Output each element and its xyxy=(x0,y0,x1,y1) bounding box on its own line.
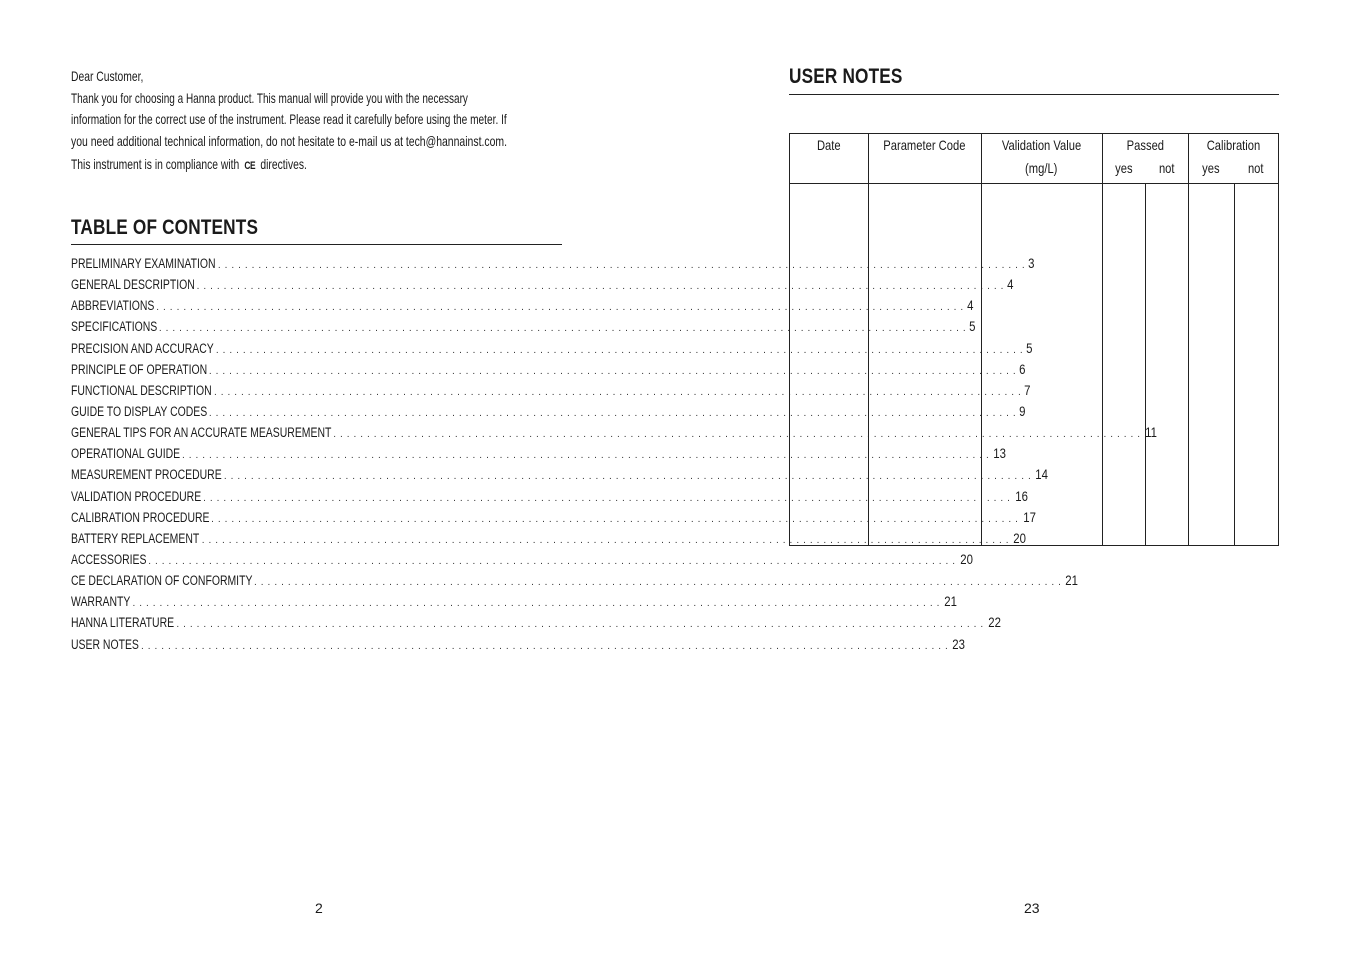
toc-leader-dots: . . . . . . . . . . . . . . . . . . . . . . . . . . . . . . . . . . . . . . . . . . . . . . . . . . . . . . . . . . . . . . . . . . . . . . . . . . . . . . . . . . . . . . . . . . . . . . . . . . . . . . . . . . . . . . . . . . . . . . . . xyxy=(201,534,1010,546)
toc-leader-dots: . . . . . . . . . . . . . . . . . . . . . . . . . . . . . . . . . . . . . . . . . . . . . . . . . . . . . . . . . . . . . . . . . . . . . . . . . . . . . . . . . . . . . . . . . . . . . . . . . . . . . . . . . . . . . . . . . . . . . . . . xyxy=(140,640,949,652)
toc-leader-dots: . . . . . . . . . . . . . . . . . . . . . . . . . . . . . . . . . . . . . . . . . . . . . . . . . . . . . . . . . . . . . . . . . . . . . . . . . . . . . . . . . . . . . . . . . . . . . . . . . . . . . . . . . . . . . . . . . . . . . . . . xyxy=(132,598,940,610)
toc-entry-label: HANNA LITERATURE xyxy=(71,615,175,631)
toc-leader-dots: . . . . . . . . . . . . . . . . . . . . . . . . . . . . . . . . . . . . . . . . . . . . . . . . . . . . . . . . . . . . . . . . . . . . . . . . . . . . . . . . . . . . . . . . . . . . . . . . . . . . . . . . . . . . . . . . . . . . . . . . xyxy=(158,323,967,335)
toc-entry-label: MEASUREMENT PROCEDURE xyxy=(71,467,222,483)
toc-entry-page: 7 xyxy=(1024,382,1031,398)
right-page xyxy=(676,0,1351,954)
toc-title-rule xyxy=(71,244,562,245)
header-calibration-not: not xyxy=(1248,160,1264,176)
toc-leader-dots: . . . . . . . . . . . . . . . . . . . . . . . . . . . . . . . . . . . . . . . . . . . . . . . . . . . . . . . . . . . . . . . . . . . . . . . . . . . . . . . . . . . . . . . . . . . . . . . . . . . . . . . . . . . . . . . . . . . . . . . . xyxy=(203,492,1011,504)
toc-leader-dots: . . . . . . . . . . . . . . . . . . . . . . . . . . . . . . . . . . . . . . . . . . . . . . . . . . . . . . . . . . . . . . . . . . . . . . . . . . . . . . . . . . . . . . . . . . . . . . . . . . . . . . . . . . . . . . . . . . . . . . . . xyxy=(217,260,1026,271)
intro-line: Thank you for choosing a Hanna product. This manual will provide you with the necessary xyxy=(71,90,468,106)
toc-leader-dots: . . . . . . . . . . . . . . . . . . . . . . . . . . . . . . . . . . . . . . . . . . . . . . . . . . . . . . . . . . . . . . . . . . . . . . . . . . . . . . . . . . . . . . . . . . . . . . . . . . . . . . . . . . . . . . . . . . . . . . . . xyxy=(333,429,1141,441)
column-divider xyxy=(1188,134,1189,545)
toc-leader-dots: . . . . . . . . . . . . . . . . . . . . . . . . . . . . . . . . . . . . . . . . . . . . . . . . . . . . . . . . . . . . . . . . . . . . . . . . . . . . . . . . . . . . . . . . . . . . . . . . . . . . . . . . . . . . . . . . . . . . . . . . xyxy=(215,344,1024,356)
toc-entry xyxy=(71,403,1026,425)
user-notes-table xyxy=(789,133,1279,546)
toc-leader-dots: . . . . . . . . . . . . . . . . . . . . . . . . . . . . . . . . . . . . . . . . . . . . . . . . . . . . . . . . . . . . . . . . . . . . . . . . . . . . . . . . . . . . . . . . . . . . . . . . . . . . . . . . . . . . . . . . . . . . . . . . xyxy=(223,471,1032,483)
toc-entry-page: 9 xyxy=(1019,403,1026,419)
toc-entry-label: ABBREVIATIONS xyxy=(71,298,155,314)
toc-entry-page: 23 xyxy=(952,636,966,652)
ce-mark-icon: CE xyxy=(244,160,256,172)
toc-entry xyxy=(71,467,1049,488)
toc-entry-label: OPERATIONAL GUIDE xyxy=(71,446,181,462)
toc-title: TABLE OF CONTENTS xyxy=(71,216,259,239)
toc-entry-page: 5 xyxy=(1026,340,1033,356)
toc-leader-dots: . . . . . . . . . . . . . . . . . . . . . . . . . . . . . . . . . . . . . . . . . . . . . . . . . . . . . . . . . . . . . . . . . . . . . . . . . . . . . . . . . . . . . . . . . . . . . . . . . . . . . . . . . . . . . . . . . . . . . . . . xyxy=(176,619,984,631)
toc-entry-page: 21 xyxy=(944,594,957,610)
toc-entry-page: 6 xyxy=(1019,361,1026,377)
toc-entry-page: 22 xyxy=(987,615,1001,631)
toc-entry-page: 14 xyxy=(1035,467,1049,483)
toc-entry-page: 21 xyxy=(1065,573,1079,589)
toc-entry xyxy=(71,382,1031,404)
toc-entry-page: 17 xyxy=(1022,509,1036,525)
toc-entry xyxy=(71,446,1007,467)
toc-entry-label: ACCESSORIES xyxy=(71,551,147,567)
user-notes-title-rule xyxy=(789,94,1279,95)
toc-entry xyxy=(71,425,1157,446)
toc-entry xyxy=(71,340,1033,362)
toc-entry-label: FUNCTIONAL DESCRIPTION xyxy=(71,382,212,398)
toc-entry xyxy=(71,361,1026,383)
toc-leader-dots: . . . . . . . . . . . . . . . . . . . . . . . . . . . . . . . . . . . . . . . . . . . . . . . . . . . . . . . . . . . . . . . . . . . . . . . . . . . . . . . . . . . . . . . . . . . . . . . . . . . . . . . . . . . . . . . . . . . . . . . . xyxy=(148,555,956,567)
toc-leader-dots: . . . . . . . . . . . . . . . . . . . . . . . . . . . . . . . . . . . . . . . . . . . . . . . . . . . . . . . . . . . . . . . . . . . . . . . . . . . . . . . . . . . . . . . . . . . . . . . . . . . . . . . . . . . . . . . . . . . . . . . . xyxy=(196,281,1004,293)
toc-entry-label: CALIBRATION PROCEDURE xyxy=(71,509,210,525)
compliance-text: This instrument is in compliance with CE directives. xyxy=(71,154,307,178)
toc-entry-label: PRINCIPLE OF OPERATION xyxy=(71,361,208,377)
toc-leader-dots: . . . . . . . . . . . . . . . . . . . . . . . . . . . . . . . . . . . . . . . . . . . . . . . . . . . . . . . . . . . . . . . . . . . . . . . . . . . . . . . . . . . . . . . . . . . . . . . . . . . . . . . . . . . . . . . . . . . . . . . . xyxy=(211,513,1019,525)
toc-entry-label: SPECIFICATIONS xyxy=(71,319,158,335)
toc-entry-label: PRELIMINARY EXAMINATION xyxy=(71,256,216,271)
header-passed-not: not xyxy=(1158,160,1175,176)
toc-entry-label: WARRANTY xyxy=(71,594,131,610)
intro-line: information for the correct use of the instrument. Please read it carefully before using the meter. If xyxy=(71,112,507,127)
toc-leader-dots: . . . . . . . . . . . . . . . . . . . . . . . . . . . . . . . . . . . . . . . . . . . . . . . . . . . . . . . . . . . . . . . . . . . . . . . . . . . . . . . . . . . . . . . . . . . . . . . . . . . . . . . . . . . . . . . . . . . . . . . . xyxy=(182,450,990,462)
toc-entry xyxy=(71,509,1036,531)
toc-entry-label: GUIDE TO DISPLAY CODES xyxy=(71,403,208,419)
toc-entry-label: PRECISION AND ACCURACY xyxy=(71,340,214,356)
toc-leader-dots: . . . . . . . . . . . . . . . . . . . . . . . . . . . . . . . . . . . . . . . . . . . . . . . . . . . . . . . . . . . . . . . . . . . . . . . . . . . . . . . . . . . . . . . . . . . . . . . . . . . . . . . . . . . . . . . . . . . . . . . . xyxy=(208,407,1017,419)
column-subdivider xyxy=(1234,183,1235,545)
toc-leader-dots: . . . . . . . . . . . . . . . . . . . . . . . . . . . . . . . . . . . . . . . . . . . . . . . . . . . . . . . . . . . . . . . . . . . . . . . . . . . . . . . . . . . . . . . . . . . . . . . . . . . . . . . . . . . . . . . . . . . . . . . . xyxy=(208,365,1017,377)
toc-entry xyxy=(71,256,1035,277)
toc-leader-dots: . . . . . . . . . . . . . . . . . . . . . . . . . . . . . . . . . . . . . . . . . . . . . . . . . . . . . . . . . . . . . . . . . . . . . . . . . . . . . . . . . . . . . . . . . . . . . . . . . . . . . . . . . . . . . . . . . . . . . . . . xyxy=(254,577,1062,589)
toc-entry xyxy=(71,319,976,340)
header-divider xyxy=(790,183,1278,184)
toc-entry-label: VALIDATION PROCEDURE xyxy=(71,488,202,504)
toc-entry xyxy=(71,551,973,573)
toc-entry-page: 4 xyxy=(966,298,974,314)
toc-entry xyxy=(71,298,974,319)
toc-entry-label: CE DECLARATION OF CONFORMITY xyxy=(71,573,253,589)
header-date: Date xyxy=(817,137,841,153)
toc-entry xyxy=(71,615,1001,636)
toc-entry-label: GENERAL DESCRIPTION xyxy=(71,277,195,293)
toc-entry xyxy=(71,573,1079,594)
page-number: 23 xyxy=(1024,900,1040,916)
header-validation-value: Validation Value xyxy=(1001,137,1082,153)
intro-text xyxy=(71,66,562,176)
toc-entry xyxy=(71,277,1014,298)
toc-entry-page: 20 xyxy=(959,551,973,567)
toc-leader-dots: . . . . . . . . . . . . . . . . . . . . . . . . . . . . . . . . . . . . . . . . . . . . . . . . . . . . . . . . . . . . . . . . . . . . . . . . . . . . . . . . . . . . . . . . . . . . . . . . . . . . . . . . . . . . . . . . . . . . . . . . xyxy=(156,302,964,314)
column-subdivider xyxy=(1145,183,1146,545)
toc-entry-label: USER NOTES xyxy=(71,636,139,652)
header-validation-unit: (mg/L) xyxy=(1025,160,1058,176)
toc-entry-page: 5 xyxy=(969,319,976,335)
toc-entry xyxy=(71,636,966,658)
column-divider xyxy=(981,134,982,545)
header-calibration-yes: yes xyxy=(1202,160,1220,176)
header-passed: Passed xyxy=(1126,137,1164,153)
toc-entry xyxy=(71,488,1028,510)
user-notes-title: USER NOTES xyxy=(789,65,903,88)
toc-entry xyxy=(71,594,957,615)
toc-entry-label: GENERAL TIPS FOR AN ACCURATE MEASUREMENT xyxy=(71,425,332,441)
toc-entry xyxy=(71,530,1027,552)
toc-entry-page: 4 xyxy=(1007,277,1014,293)
header-parameter-code: Parameter Code xyxy=(883,137,966,153)
greeting: Dear Customer, xyxy=(71,69,144,84)
page-number: 2 xyxy=(315,900,323,916)
toc-entry-page: 3 xyxy=(1028,256,1035,271)
toc-leader-dots: . . . . . . . . . . . . . . . . . . . . . . . . . . . . . . . . . . . . . . . . . . . . . . . . . . . . . . . . . . . . . . . . . . . . . . . . . . . . . . . . . . . . . . . . . . . . . . . . . . . . . . . . . . . . . . . . . . . . . . . . xyxy=(213,386,1022,398)
toc-entry-page: 11 xyxy=(1144,425,1157,441)
header-calibration: Calibration xyxy=(1206,137,1260,153)
toc-entry-label: BATTERY REPLACEMENT xyxy=(71,530,200,546)
column-divider xyxy=(1102,134,1103,545)
header-passed-yes: yes xyxy=(1114,160,1133,176)
toc-entry-page: 20 xyxy=(1013,530,1027,546)
table-of-contents xyxy=(71,256,1157,658)
toc-entry-page: 13 xyxy=(993,446,1007,462)
toc-entry-page: 16 xyxy=(1014,488,1028,504)
column-divider xyxy=(868,134,869,545)
intro-line: you need additional technical information, do not hesitate to e-mail us at tech@hannainst.com. xyxy=(71,133,508,149)
